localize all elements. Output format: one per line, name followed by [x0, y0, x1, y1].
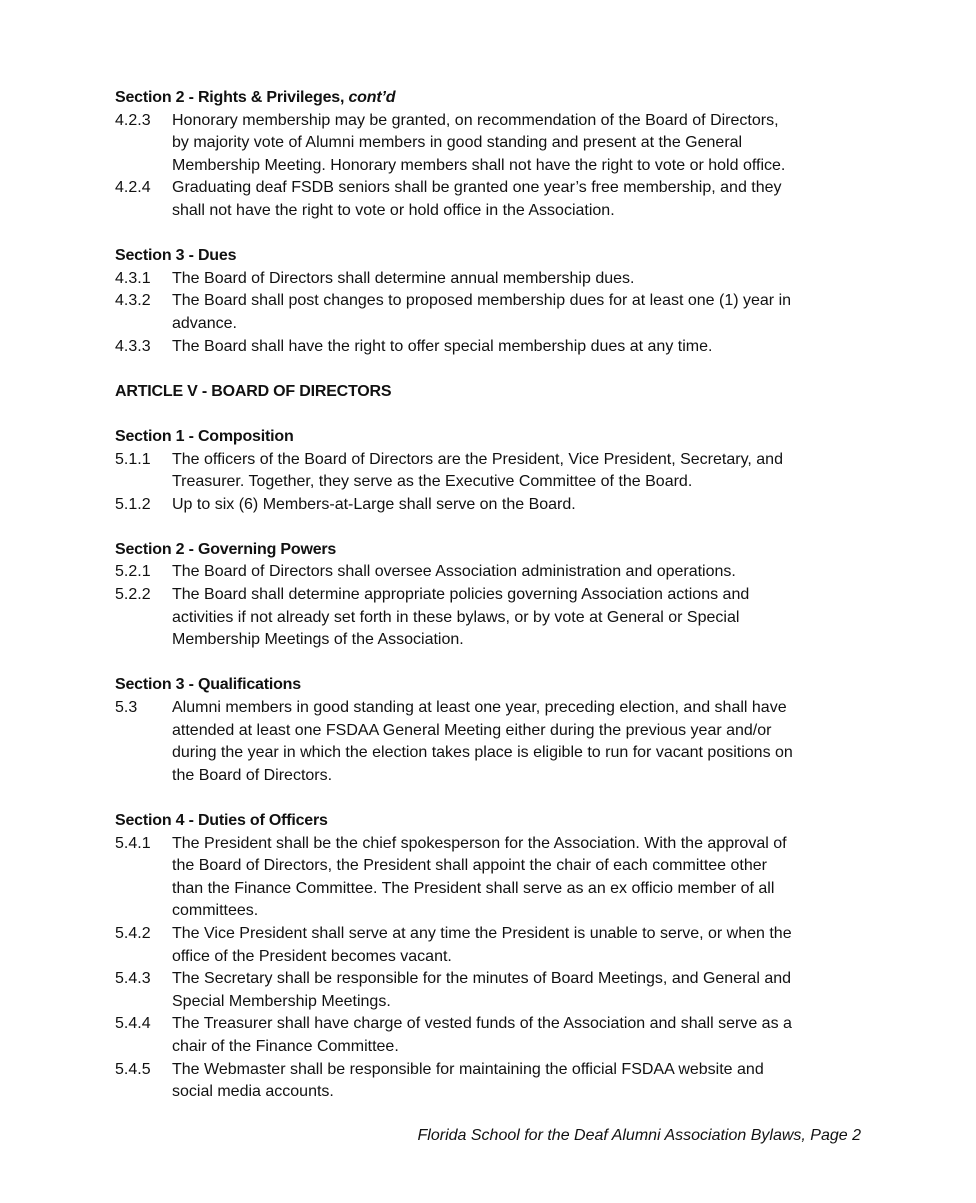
clause-line: chair of the Finance Committee.	[172, 1037, 399, 1055]
clause-line: The President shall be the chief spokesperson for the Association. With the approval of	[172, 834, 787, 852]
clause-line: The Board of Directors shall determine annual membership dues.	[172, 269, 635, 287]
spacer	[115, 223, 875, 246]
clause-number: 5.4.3	[115, 970, 151, 988]
clause-line: Membership Meetings of the Association.	[172, 631, 464, 649]
clause-line: shall not have the right to vote or hold office in the Association.	[172, 201, 615, 219]
clause-line: than the Finance Committee. The President shall serve as an ex officio member of all	[172, 879, 775, 897]
clause-text	[172, 923, 875, 968]
clause-text	[172, 110, 875, 178]
clause-line: the Board of Directors, the President shall appoint the chair of each committee other	[172, 857, 767, 875]
spacer	[115, 652, 875, 675]
section-heading	[115, 810, 875, 833]
clause-number: 4.3.3	[115, 337, 151, 355]
clause-number: 4.2.3	[115, 111, 151, 129]
clause-text	[172, 697, 875, 787]
clause-number: 4.3.2	[115, 292, 151, 310]
heading-text: ARTICLE V - BOARD OF DIRECTORS	[115, 382, 392, 400]
bylaw-clause	[115, 336, 875, 359]
bylaw-clause	[115, 923, 875, 968]
section-heading	[115, 539, 875, 562]
clause-number: 5.4.2	[115, 924, 151, 942]
clause-line: Honorary membership may be granted, on recommendation of the Board of Directors,	[172, 111, 779, 129]
clause-text	[172, 833, 875, 923]
section-heading	[115, 87, 875, 110]
clause-line: The officers of the Board of Directors are the President, Vice President, Secretary, and	[172, 450, 783, 468]
clause-line: attended at least one FSDAA General Meeting either during the previous year and/or	[172, 721, 772, 739]
clause-text	[172, 449, 875, 494]
bylaw-clause	[115, 1013, 875, 1058]
bylaw-clause	[115, 697, 875, 787]
bylaw-clause	[115, 1059, 875, 1104]
spacer	[115, 358, 875, 381]
clause-line: Special Membership Meetings.	[172, 992, 391, 1010]
page-footer: Florida School for the Deaf Alumni Association Bylaws, Page 2	[417, 1127, 861, 1144]
clause-text	[172, 584, 875, 652]
clause-line: The Webmaster shall be responsible for maintaining the official FSDAA website and	[172, 1060, 764, 1078]
clause-number: 5.3	[115, 699, 138, 717]
heading-text: Section 1 - Composition	[115, 427, 294, 445]
clause-line: activities if not already set forth in these bylaws, or by vote at General or Special	[172, 608, 740, 626]
clause-text	[172, 268, 875, 291]
clause-line: The Vice President shall serve at any time the President is unable to serve, or when the	[172, 924, 792, 942]
bylaw-clause	[115, 110, 875, 178]
bylaw-clause	[115, 449, 875, 494]
clause-text	[172, 336, 875, 359]
heading-italic-note: cont’d	[348, 89, 396, 106]
clause-line: committees.	[172, 902, 259, 920]
bylaw-clause	[115, 290, 875, 335]
bylaw-clause	[115, 561, 875, 584]
clause-line: by majority vote of Alumni members in good standing and present at the General	[172, 134, 743, 152]
clause-number: 5.4.4	[115, 1015, 151, 1033]
clause-number: 5.1.2	[115, 495, 151, 513]
section-heading	[115, 381, 875, 404]
clause-line: Alumni members in good standing at least one year, preceding election, and shall have	[172, 699, 787, 717]
clause-line: Up to six (6) Members-at-Large shall serve on the Board.	[172, 495, 576, 513]
clause-number: 4.3.1	[115, 269, 151, 287]
clause-number: 5.4.5	[115, 1060, 151, 1078]
bylaw-clause	[115, 584, 875, 652]
clause-number: 4.2.4	[115, 179, 151, 197]
heading-text: Section 4 - Duties of Officers	[115, 812, 328, 829]
heading-text: Section 3 - Qualifications	[115, 676, 301, 694]
clause-line: The Board shall determine appropriate policies governing Association actions and	[172, 586, 750, 604]
clause-text	[172, 561, 875, 584]
clause-line: The Board shall post changes to proposed membership dues for at least one (1) year in	[172, 292, 792, 310]
clause-text	[172, 1059, 875, 1104]
spacer	[115, 516, 875, 539]
clause-line: Membership Meeting. Honorary members shall not have the right to vote or hold office.	[172, 156, 786, 174]
clause-number: 5.2.2	[115, 586, 151, 604]
heading-text: Section 3 - Dues	[115, 247, 237, 265]
clause-line: office of the President becomes vacant.	[172, 947, 452, 965]
clause-line: advance.	[172, 314, 237, 332]
clause-text	[172, 968, 875, 1013]
clause-line: The Secretary shall be responsible for the minutes of Board Meetings, and General and	[172, 970, 792, 988]
heading-text: Section 2 - Rights & Privileges,	[115, 89, 345, 106]
clause-text	[172, 290, 875, 335]
clause-line: the Board of Directors.	[172, 766, 333, 784]
bylaw-clause	[115, 968, 875, 1013]
clause-number: 5.4.1	[115, 834, 151, 852]
clause-line: social media accounts.	[172, 1083, 334, 1101]
clause-line: The Treasurer shall have charge of vested funds of the Association and shall serve as a	[172, 1015, 792, 1033]
clause-text	[172, 494, 875, 517]
section-heading	[115, 245, 875, 268]
bylaw-clause	[115, 268, 875, 291]
clause-line: The Board shall have the right to offer special membership dues at any time.	[172, 337, 713, 355]
section-heading	[115, 674, 875, 697]
clause-number: 5.2.1	[115, 563, 151, 581]
clause-line: Graduating deaf FSDB seniors shall be granted one year’s free membership, and they	[172, 179, 782, 197]
spacer	[115, 787, 875, 810]
clause-line: The Board of Directors shall oversee Association administration and operations.	[172, 563, 736, 581]
clause-text	[172, 177, 875, 222]
bylaws-page-content	[115, 87, 875, 1104]
bylaw-clause	[115, 494, 875, 517]
clause-text	[172, 1013, 875, 1058]
clause-line: Treasurer. Together, they serve as the Executive Committee of the Board.	[172, 473, 693, 491]
section-heading	[115, 426, 875, 449]
bylaw-clause	[115, 177, 875, 222]
clause-number: 5.1.1	[115, 450, 151, 468]
spacer	[115, 403, 875, 426]
heading-text: Section 2 - Governing Powers	[115, 540, 337, 558]
clause-line: during the year in which the election takes place is eligible to run for vacant positions on	[172, 744, 793, 762]
bylaw-clause	[115, 833, 875, 923]
